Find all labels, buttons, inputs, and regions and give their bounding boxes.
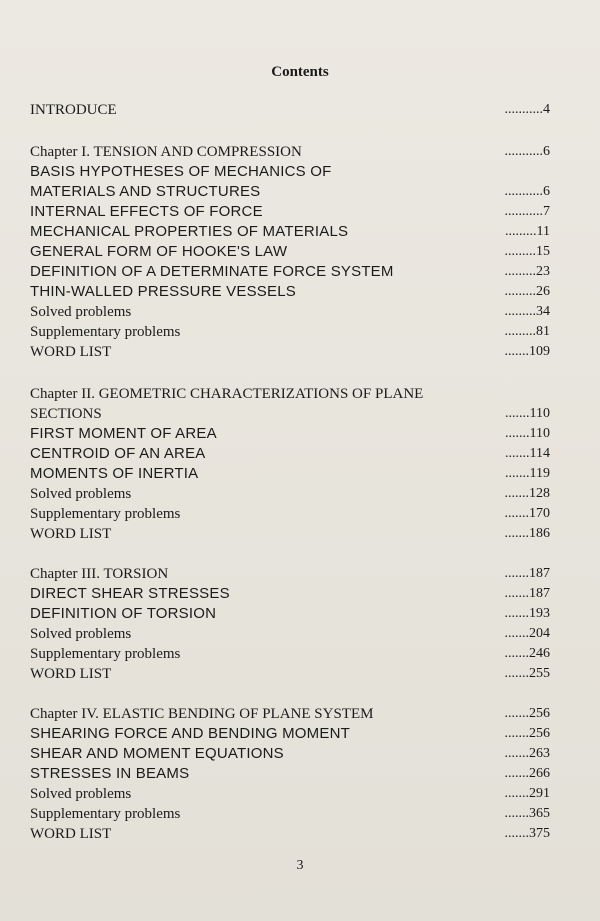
toc-entry-page: .......170: [504, 506, 550, 521]
toc-entry-title: WORD LIST: [30, 344, 112, 360]
toc-entry-page: .......256: [504, 706, 550, 721]
toc-entry-title: Supplementary problems: [30, 806, 181, 822]
toc-entry-page: .......375: [504, 826, 550, 841]
toc-entry: [30, 624, 550, 644]
toc-entry: [30, 384, 550, 404]
toc-entry-page: .......291: [504, 786, 550, 801]
toc-entry-page: .........26: [504, 284, 550, 299]
toc-entry-title: Chapter II. GEOMETRIC CHARACTERIZATIONS OF PLANE: [30, 386, 424, 402]
toc-entry: [30, 404, 550, 424]
toc-entry: [30, 644, 550, 664]
page-number: 3: [296, 858, 304, 873]
toc-entry: [30, 484, 550, 504]
toc-entry-page: .......256: [504, 726, 550, 741]
toc-entry-title: INTERNAL EFFECTS OF FORCE: [30, 203, 263, 220]
toc-entry-page: .........15: [504, 244, 550, 259]
toc-entry-title: SECTIONS: [30, 406, 102, 422]
toc-entry-page: .......119: [505, 466, 550, 481]
toc-entry: [30, 804, 550, 824]
toc-entry-page: .........81: [504, 324, 550, 339]
toc-entry: [30, 262, 550, 282]
toc-entry-page: .......266: [504, 766, 550, 781]
toc-entry-title: Supplementary problems: [30, 506, 181, 522]
toc-entry-page: .........34: [504, 304, 550, 319]
toc-entry-page: .......114: [505, 446, 550, 461]
toc-entry-page: .......187: [504, 586, 550, 601]
toc-entry: [30, 744, 550, 764]
toc-entry-title: FIRST MOMENT OF AREA: [30, 425, 217, 442]
toc-entry-title: DEFINITION OF TORSION: [30, 605, 217, 622]
toc-entry-page: .........23: [504, 264, 550, 279]
toc-entry: [30, 222, 550, 242]
toc-entry: [30, 524, 550, 544]
toc-entry: [30, 100, 550, 120]
toc-entry: [30, 724, 550, 744]
toc-entry-page: .......255: [504, 666, 550, 681]
toc-entry-page: .......109: [504, 344, 550, 359]
toc-entry-title: MECHANICAL PROPERTIES OF MATERIALS: [30, 223, 349, 240]
toc-entry-page: .........11: [505, 224, 550, 239]
toc-entry-page: ...........7: [504, 204, 550, 219]
toc-entry: [30, 664, 550, 684]
toc-entry-title: GENERAL FORM OF HOOKE'S LAW: [30, 243, 288, 260]
toc-entry: [30, 464, 550, 484]
toc-entry-title: Supplementary problems: [30, 646, 181, 662]
toc-entry-title: MATERIALS AND STRUCTURES: [30, 183, 261, 200]
toc-entry-title: Chapter III. TORSION: [30, 566, 169, 582]
toc-entry-page: .......365: [504, 806, 550, 821]
toc-entry: [30, 444, 550, 464]
toc-entry-title: Chapter I. TENSION AND COMPRESSION: [30, 144, 302, 160]
toc-entry-title: MOMENTS OF INERTIA: [30, 465, 199, 482]
toc-entry-page: .......110: [505, 426, 550, 441]
toc-entry: [30, 604, 550, 624]
toc-entry-title: INTRODUCE: [30, 102, 117, 118]
toc-entry-title: Supplementary problems: [30, 324, 181, 340]
toc-entry: [30, 242, 550, 262]
toc-entry: [30, 764, 550, 784]
toc-entry-page: .......186: [504, 526, 550, 541]
toc-entry-title: CENTROID OF AN AREA: [30, 445, 206, 462]
toc-entry-title: Chapter IV. ELASTIC BENDING OF PLANE SYSTEM: [30, 706, 374, 722]
toc-entry: [30, 182, 550, 202]
toc-entry: [30, 162, 550, 182]
toc-entry-title: STRESSES IN BEAMS: [30, 765, 190, 782]
toc-entry: [30, 202, 550, 222]
toc-entry-page: .......187: [504, 566, 550, 581]
toc-entry-title: BASIS HYPOTHESES OF MECHANICS OF: [30, 163, 332, 180]
toc-entry-title: DIRECT SHEAR STRESSES: [30, 585, 230, 602]
toc-entry: [30, 142, 550, 162]
toc-entry: [30, 704, 550, 724]
toc-entry-page: .......110: [505, 406, 550, 421]
toc-entry: [30, 302, 550, 322]
toc-entry-title: SHEARING FORCE AND BENDING MOMENT: [30, 725, 350, 742]
toc-entry: [30, 824, 550, 844]
page-title: Contents: [271, 64, 329, 80]
toc-entry-title: SHEAR AND MOMENT EQUATIONS: [30, 745, 284, 762]
toc-entry: [30, 342, 550, 362]
toc-entry-page: ...........4: [504, 102, 550, 117]
toc-entry-title: Solved problems: [30, 786, 132, 802]
toc-entry: [30, 504, 550, 524]
toc-entry: [30, 784, 550, 804]
toc-entry-page: ...........6: [504, 144, 550, 159]
toc-entry: [30, 564, 550, 584]
toc-entry-page: ...........6: [504, 184, 550, 199]
toc-entry-page: .......204: [504, 626, 550, 641]
toc-entry-page: .......246: [504, 646, 550, 661]
toc-entry-page: .......128: [504, 486, 550, 501]
toc-entry-title: DEFINITION OF A DETERMINATE FORCE SYSTEM: [30, 263, 394, 280]
toc-entry: [30, 322, 550, 342]
toc-entry-title: Solved problems: [30, 304, 132, 320]
toc-entry-title: WORD LIST: [30, 666, 112, 682]
toc-entry: [30, 282, 550, 302]
toc-entry-title: WORD LIST: [30, 526, 112, 542]
toc-entry: [30, 424, 550, 444]
toc-entry-title: WORD LIST: [30, 826, 112, 842]
toc-entry-title: Solved problems: [30, 486, 132, 502]
toc-entry-page: .......263: [504, 746, 550, 761]
toc-entry-title: Solved problems: [30, 626, 132, 642]
toc-entry-title: THIN-WALLED PRESSURE VESSELS: [30, 283, 296, 300]
toc-entry: [30, 584, 550, 604]
toc-entry-page: .......193: [504, 606, 550, 621]
